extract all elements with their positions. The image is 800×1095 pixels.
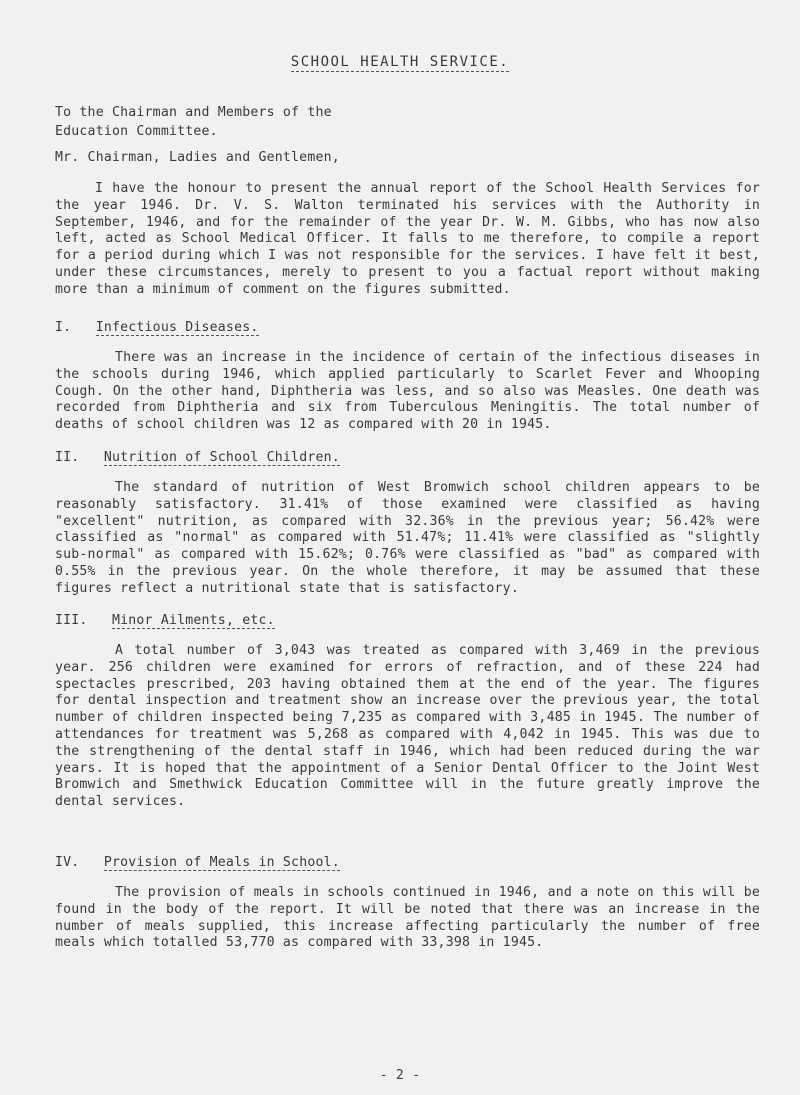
section-2-title: Nutrition of School Children. <box>103 450 340 465</box>
salutation: Mr. Chairman, Ladies and Gentlemen, <box>55 150 340 165</box>
section-4-heading <box>55 855 340 870</box>
section-3-text: A total number of 3,043 was treated as compared with 3,469 in the previous year. 256 children were examined for errors of refraction, and of these 224 had spectacles prescribed, 203 having obtained them at the end of the year. The figures for dental inspection and treatment show an increase over the previous year, the total number of children inspected being 7,235 as compared with 3,485 in 1945. The number of attendances for treatment was 5,268 as compared with 4,042 in 1945. This was due to the strengthening of the dental staff in 1946, which had been reduced during the war years. It is hoped that the appointment of a Senior Dental Officer to the Joint West Bromwich and Smethwick Education Committee will in the future greatly improve the dental services. <box>55 643 760 810</box>
section-1-title: Infectious Diseases. <box>95 320 259 335</box>
section-4-number: IV. <box>55 855 80 870</box>
section-2-number: II. <box>55 450 80 465</box>
address-block <box>55 103 332 141</box>
page-number: - 2 - <box>379 1068 421 1083</box>
section-4-title: Provision of Meals in School. <box>103 855 340 870</box>
section-3-title: Minor Ailments, etc. <box>111 613 275 628</box>
heading-text: SCHOOL HEALTH SERVICE. <box>290 54 510 70</box>
section-2-heading <box>55 450 340 465</box>
section-2-text: The standard of nutrition of West Bromwich school children appears to be reasonably satisfactory. 31.41% of those examined were classified as having "excellent" nutrition, as compared with 32.36% in the previous year; 56.42% were classified as "normal" as compared with 51.47%; 11.41% were classified as "slightly sub-normal" as compared with 15.62%; 0.76% were classified as "bad" as compared with 0.55% in the previous year. On the whole therefore, it may be assumed that these figures reflect a nutritional state that is satisfactory. <box>55 480 760 596</box>
section-3-heading <box>55 613 275 628</box>
section-4-text: The provision of meals in schools continued in 1946, and a note on this will be found in the body of the report. It will be noted that there was an increase in the number of meals supplied, this increase affecting particularly the number of free meals which totalled 53,770 as compared with 33,398 in 1945. <box>55 885 760 951</box>
page-heading <box>0 54 800 70</box>
section-1-text: There was an increase in the incidence of certain of the infectious diseases in the schools during 1946, which applied particularly to Scarlet Fever and Whooping Cough. On the other hand, Diphtheria was less, and so also was Measles. One death was recorded from Diphtheria and six from Tuberculous Meningitis. The total number of deaths of school children was 12 as compared with 20 in 1945. <box>55 350 760 433</box>
section-1-heading <box>55 320 259 335</box>
address-line-1: To the Chairman and Members of the <box>55 105 332 120</box>
address-line-2: Education Committee. <box>55 124 218 139</box>
intro-paragraph: I have the honour to present the annual report of the School Health Services for the year 1946. Dr. V. S. Walton terminated his services with the Authority in September, 1946, and for the remainder of the year Dr. W. M. Gibbs, who has now also left, acted as School Medical Officer. It falls to me therefore, to compile a report for a period during which I was not responsible for the services. I have felt it best, under these circumstances, merely to present to you a factual report without making more than a minimum of comment on the figures submitted. <box>55 181 760 297</box>
section-1-number: I. <box>55 320 72 335</box>
section-3-number: III. <box>55 613 88 628</box>
